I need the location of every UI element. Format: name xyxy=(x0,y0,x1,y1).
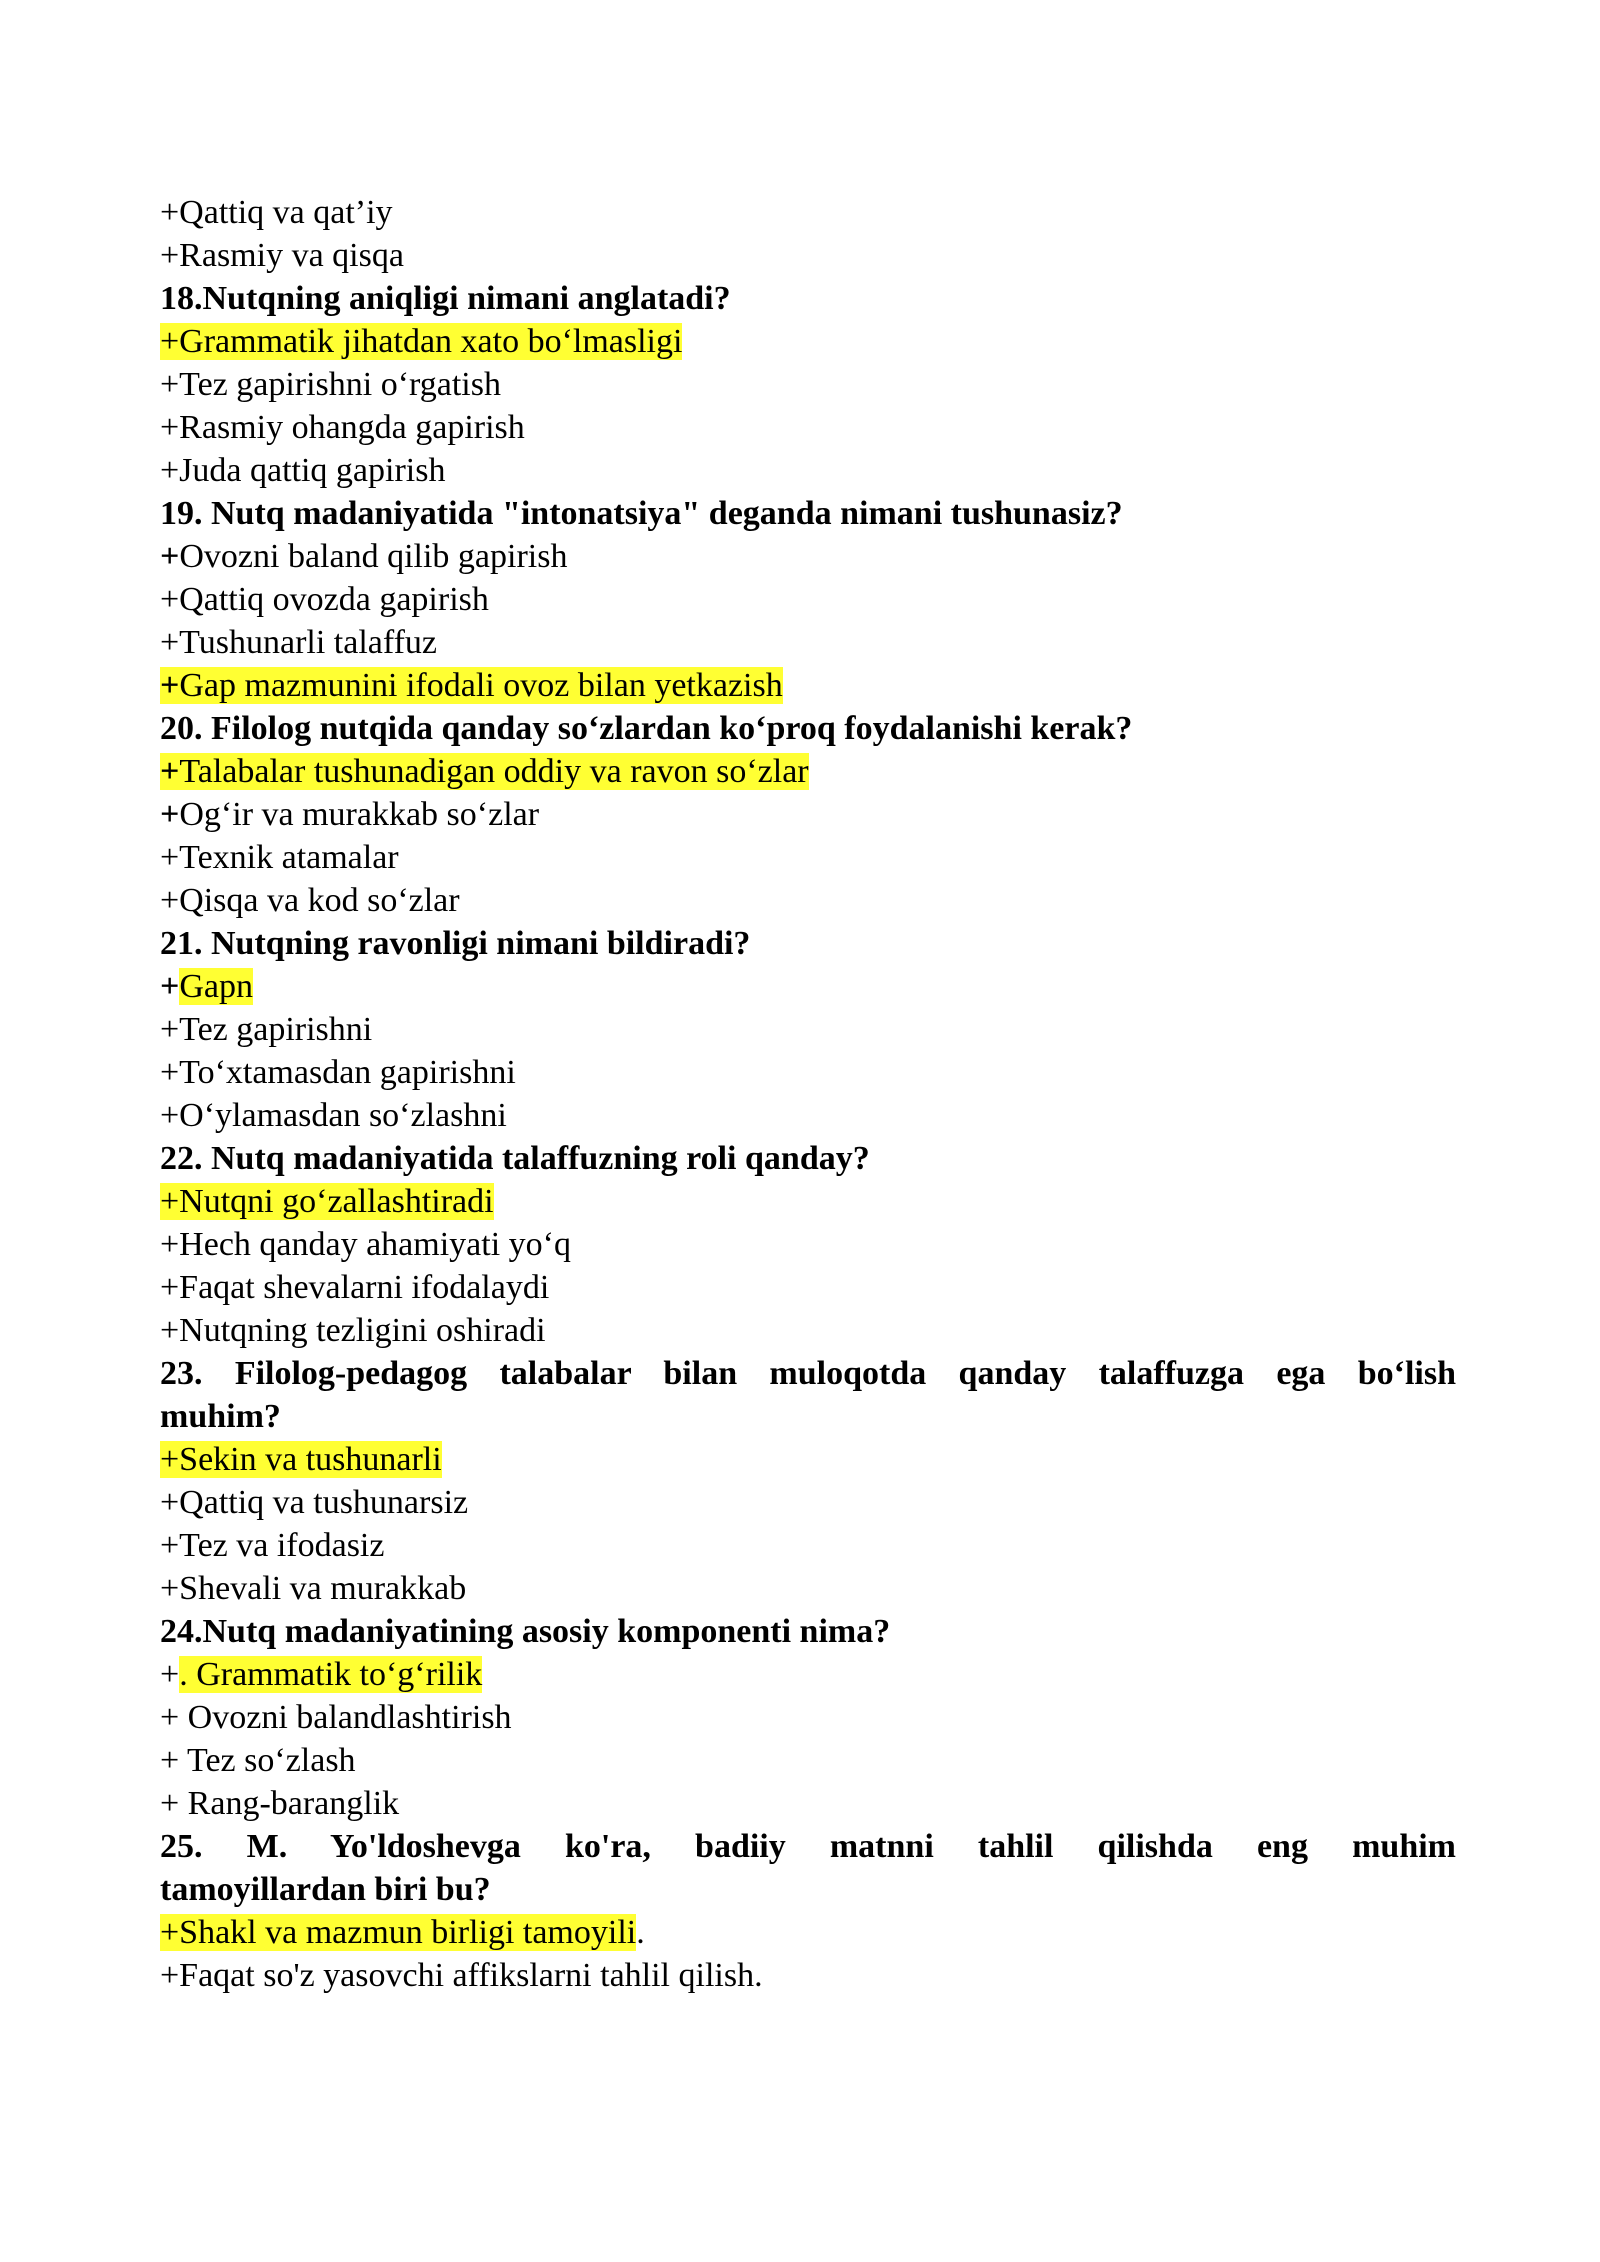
answer-option-correct xyxy=(160,664,1456,707)
highlighted-answer: +Grammatik jihatdan xato bo‘lmasligi xyxy=(160,323,683,360)
answer-option: +Faqat shevalarni ifodalaydi xyxy=(160,1269,550,1306)
answer-option-correct xyxy=(160,1180,1456,1223)
answer-option-correct xyxy=(160,1653,1456,1696)
document-page xyxy=(160,191,1456,1997)
question-21: 21. Nutqning ravonligi nimani bildiradi? xyxy=(160,925,751,962)
plus-marker: + xyxy=(160,667,180,704)
plus-marker: + xyxy=(160,538,180,575)
highlighted-answer: +Sekin va tushunarli xyxy=(160,1441,442,1478)
answer-text: Og‘ir va murakkab so‘zlar xyxy=(179,796,540,833)
highlighted-answer: +Nutqni go‘zallashtiradi xyxy=(160,1183,494,1220)
plus-marker: + xyxy=(160,753,180,790)
answer-option: +Tez gapirishni o‘rgatish xyxy=(160,366,501,403)
answer-option: +To‘xtamasdan gapirishni xyxy=(160,1054,516,1091)
answer-option: +Qattiq ovozda gapirish xyxy=(160,581,489,618)
answer-option: +Rasmiy ohangda gapirish xyxy=(160,409,525,446)
question-23-line-2: muhim? xyxy=(160,1398,281,1435)
highlighted-answer xyxy=(160,667,783,704)
answer-text: Gap mazmunini ifodali ovoz bilan yetkazish xyxy=(179,667,783,704)
answer-option: +Tez va ifodasiz xyxy=(160,1527,385,1564)
plus-marker: + xyxy=(160,968,180,1005)
highlighted-answer: Gapn xyxy=(179,968,254,1005)
answer-text: Ovozni baland qilib gapirish xyxy=(179,538,568,575)
question-19: 19. Nutq madaniyatida "intonatsiya" deganda nimani tushunasiz? xyxy=(160,495,1123,532)
answer-option: +Tushunarli talaffuz xyxy=(160,624,437,661)
highlighted-answer xyxy=(160,753,809,790)
answer-option: + Ovozni balandlashtirish xyxy=(160,1699,512,1736)
answer-text: Talabalar tushunadigan oddiy va ravon so‘zlar xyxy=(179,753,809,790)
question-25-line-2: tamoyillardan biri bu? xyxy=(160,1871,491,1908)
answer-option: +Shevali va murakkab xyxy=(160,1570,467,1607)
answer-option-correct xyxy=(160,320,1456,363)
answer-option-correct xyxy=(160,750,1456,793)
answer-option: +Juda qattiq gapirish xyxy=(160,452,446,489)
answer-option: +Hech qanday ahamiyati yo‘q xyxy=(160,1226,571,1263)
answer-option: +Qisqa va kod so‘zlar xyxy=(160,882,460,919)
answer-option-correct xyxy=(160,965,1456,1008)
answer-option: + Rang-baranglik xyxy=(160,1785,400,1822)
answer-option-correct xyxy=(160,1911,1456,1954)
answer-option xyxy=(160,793,1456,836)
answer-option: +Rasmiy va qisqa xyxy=(160,237,404,274)
answer-option: +Nutqning tezligini oshiradi xyxy=(160,1312,546,1349)
answer-option: +Qattiq va qat’iy xyxy=(160,194,393,231)
answer-tail: . xyxy=(636,1914,645,1951)
plus-marker: + xyxy=(160,1656,180,1693)
answer-option: +Tez gapirishni xyxy=(160,1011,373,1048)
question-23 xyxy=(160,1352,1456,1438)
answer-option-correct xyxy=(160,1438,1456,1481)
answer-option: + Tez so‘zlash xyxy=(160,1742,356,1779)
answer-option: +O‘ylamasdan so‘zlashni xyxy=(160,1097,507,1134)
question-25-line-1: 25. M. Yo'ldoshevga ko'ra, badiiy matnni tahlil qilishda eng muhim xyxy=(160,1828,1456,1865)
answer-option: +Texnik atamalar xyxy=(160,839,399,876)
highlighted-answer: . Grammatik to‘g‘rilik xyxy=(179,1656,483,1693)
question-20: 20. Filolog nutqida qanday so‘zlardan ko‘proq foydalanishi kerak? xyxy=(160,710,1133,747)
question-25 xyxy=(160,1825,1456,1911)
question-23-line-1: 23. Filolog-pedagog talabalar bilan muloqotda qanday talaffuzga ega bo‘lish xyxy=(160,1355,1456,1392)
answer-option: +Faqat so'z yasovchi affikslarni tahlil qilish. xyxy=(160,1957,763,1994)
answer-option: +Qattiq va tushunarsiz xyxy=(160,1484,469,1521)
highlighted-answer: +Shakl va mazmun birligi tamoyili xyxy=(160,1914,637,1951)
answer-option xyxy=(160,535,1456,578)
plus-marker: + xyxy=(160,796,180,833)
question-22: 22. Nutq madaniyatida talaffuzning roli qanday? xyxy=(160,1140,870,1177)
question-18: 18.Nutqning aniqligi nimani anglatadi? xyxy=(160,280,731,317)
question-24: 24.Nutq madaniyatining asosiy komponenti nima? xyxy=(160,1613,891,1650)
